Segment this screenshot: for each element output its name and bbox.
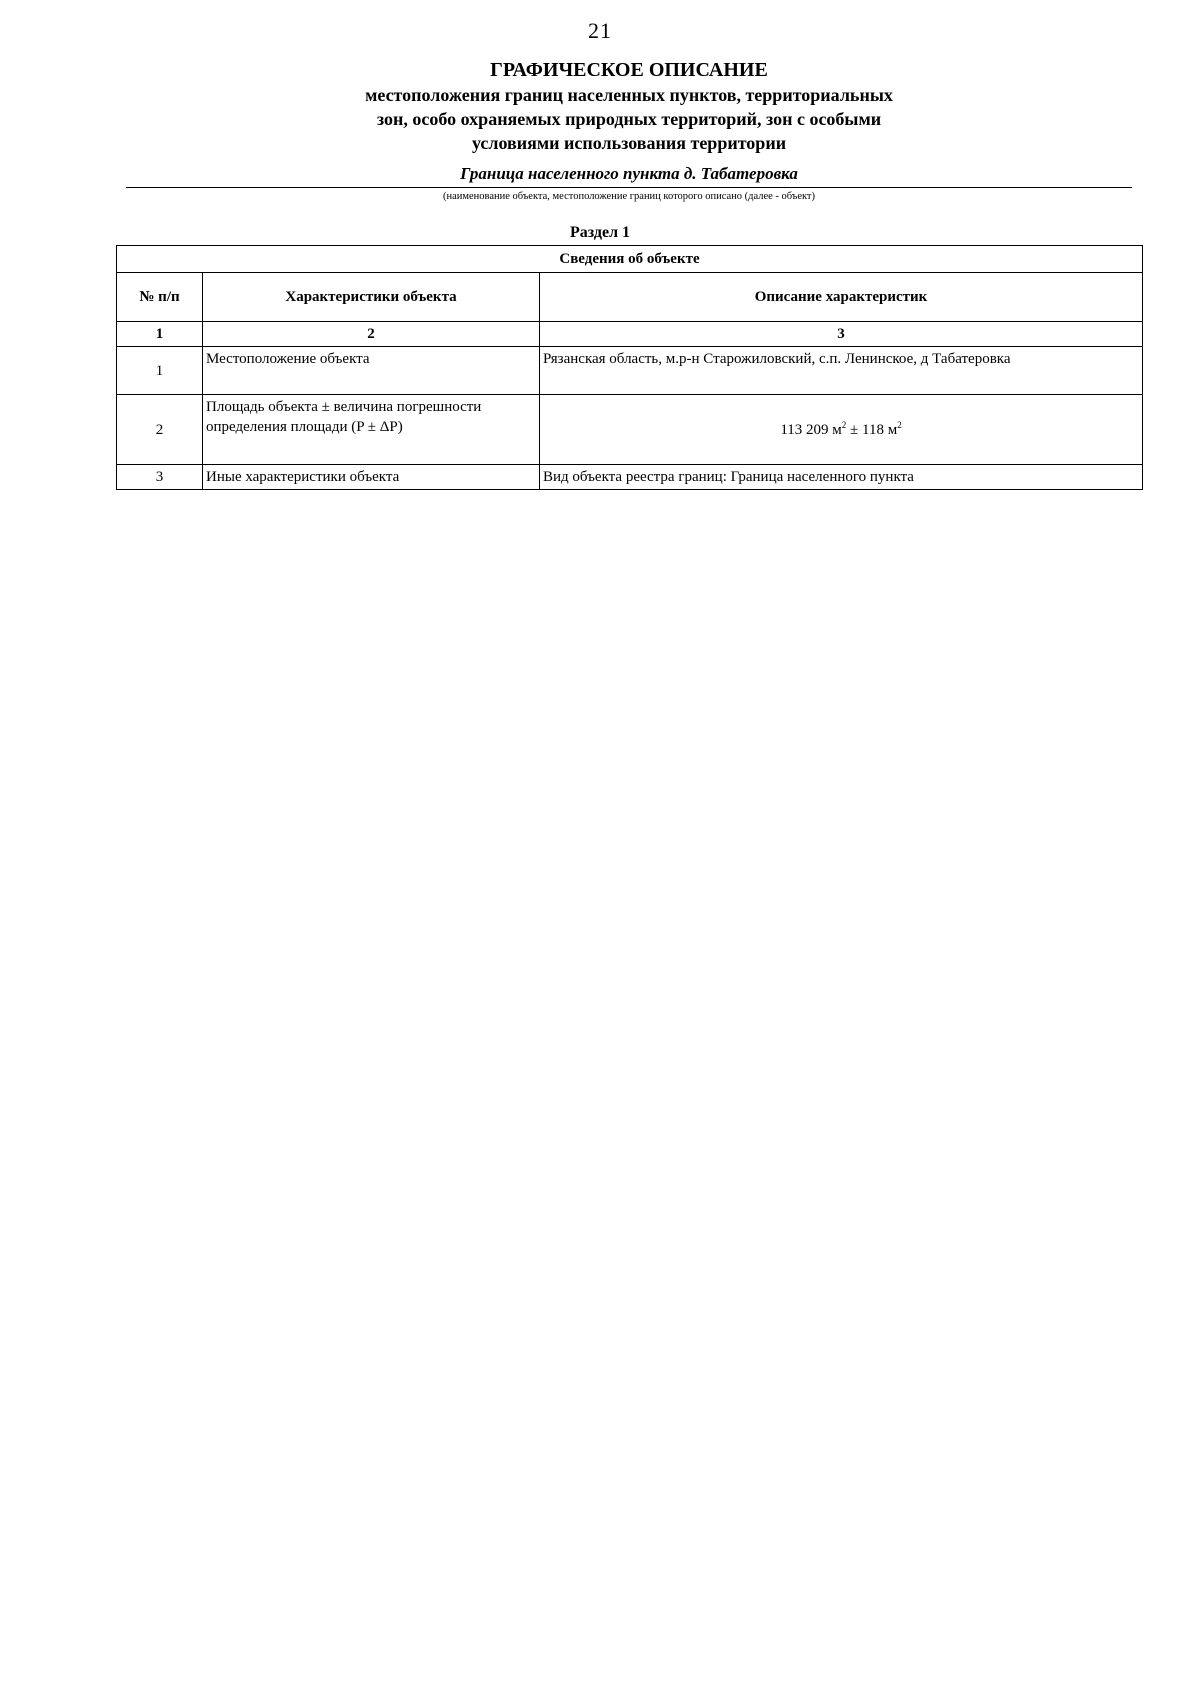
object-name: Граница населенного пункта д. Табатеровка — [460, 164, 798, 183]
title-block — [116, 58, 1142, 155]
row-characteristic: Иные характеристики объекта — [203, 465, 540, 490]
row-characteristic: Местоположение объекта — [203, 347, 540, 395]
table-row — [117, 347, 1143, 395]
area-unit-exponent: 2 — [841, 419, 847, 430]
row-num: 2 — [117, 395, 203, 465]
object-name-block — [126, 163, 1132, 185]
column-index-3: 3 — [540, 322, 1143, 347]
column-index-row — [117, 322, 1143, 347]
object-note: (наименование объекта, местоположение границ которого описано (далее - объект) — [442, 191, 816, 202]
table-caption-row — [117, 246, 1143, 273]
row-description — [540, 395, 1143, 465]
area-value: 113 209 м — [780, 421, 842, 438]
table-row — [117, 395, 1143, 465]
column-header-num: № п/п — [117, 273, 203, 322]
document-subtitle-line-1: местоположения границ населенных пунктов, территориальных — [365, 85, 893, 105]
document-subtitle-line-3: условиями использования территории — [471, 133, 787, 153]
section-title: Раздел 1 — [569, 224, 631, 241]
object-name-underline — [126, 187, 1132, 188]
table-caption: Сведения об объекте — [117, 246, 1143, 273]
column-header-characteristic: Характеристики объекта — [203, 273, 540, 322]
page-number: 21 — [588, 18, 612, 43]
row-characteristic: Площадь объекта ± величина погрешности определения площади (P ± ΔP) — [203, 395, 540, 465]
row-num: 1 — [117, 347, 203, 395]
document-title: ГРАФИЧЕСКОЕ ОПИСАНИЕ — [490, 59, 768, 81]
table-row — [117, 465, 1143, 490]
table-header-row — [117, 273, 1143, 322]
column-index-1: 1 — [117, 322, 203, 347]
row-description: Рязанская область, м.р-н Старожиловский, с.п. Ленинское, д Табатеровка — [540, 347, 1143, 395]
area-error: ± 118 м — [846, 421, 898, 438]
document-subtitle-line-2: зон, особо охраняемых природных территорий, зон с особыми — [376, 109, 882, 129]
column-index-2: 2 — [203, 322, 540, 347]
object-info-table — [116, 245, 1143, 490]
row-description: Вид объекта реестра границ: Граница населенного пункта — [540, 465, 1143, 490]
area-error-unit-exponent: 2 — [897, 419, 902, 430]
column-header-description: Описание характеристик — [540, 273, 1143, 322]
row-num: 3 — [117, 465, 203, 490]
